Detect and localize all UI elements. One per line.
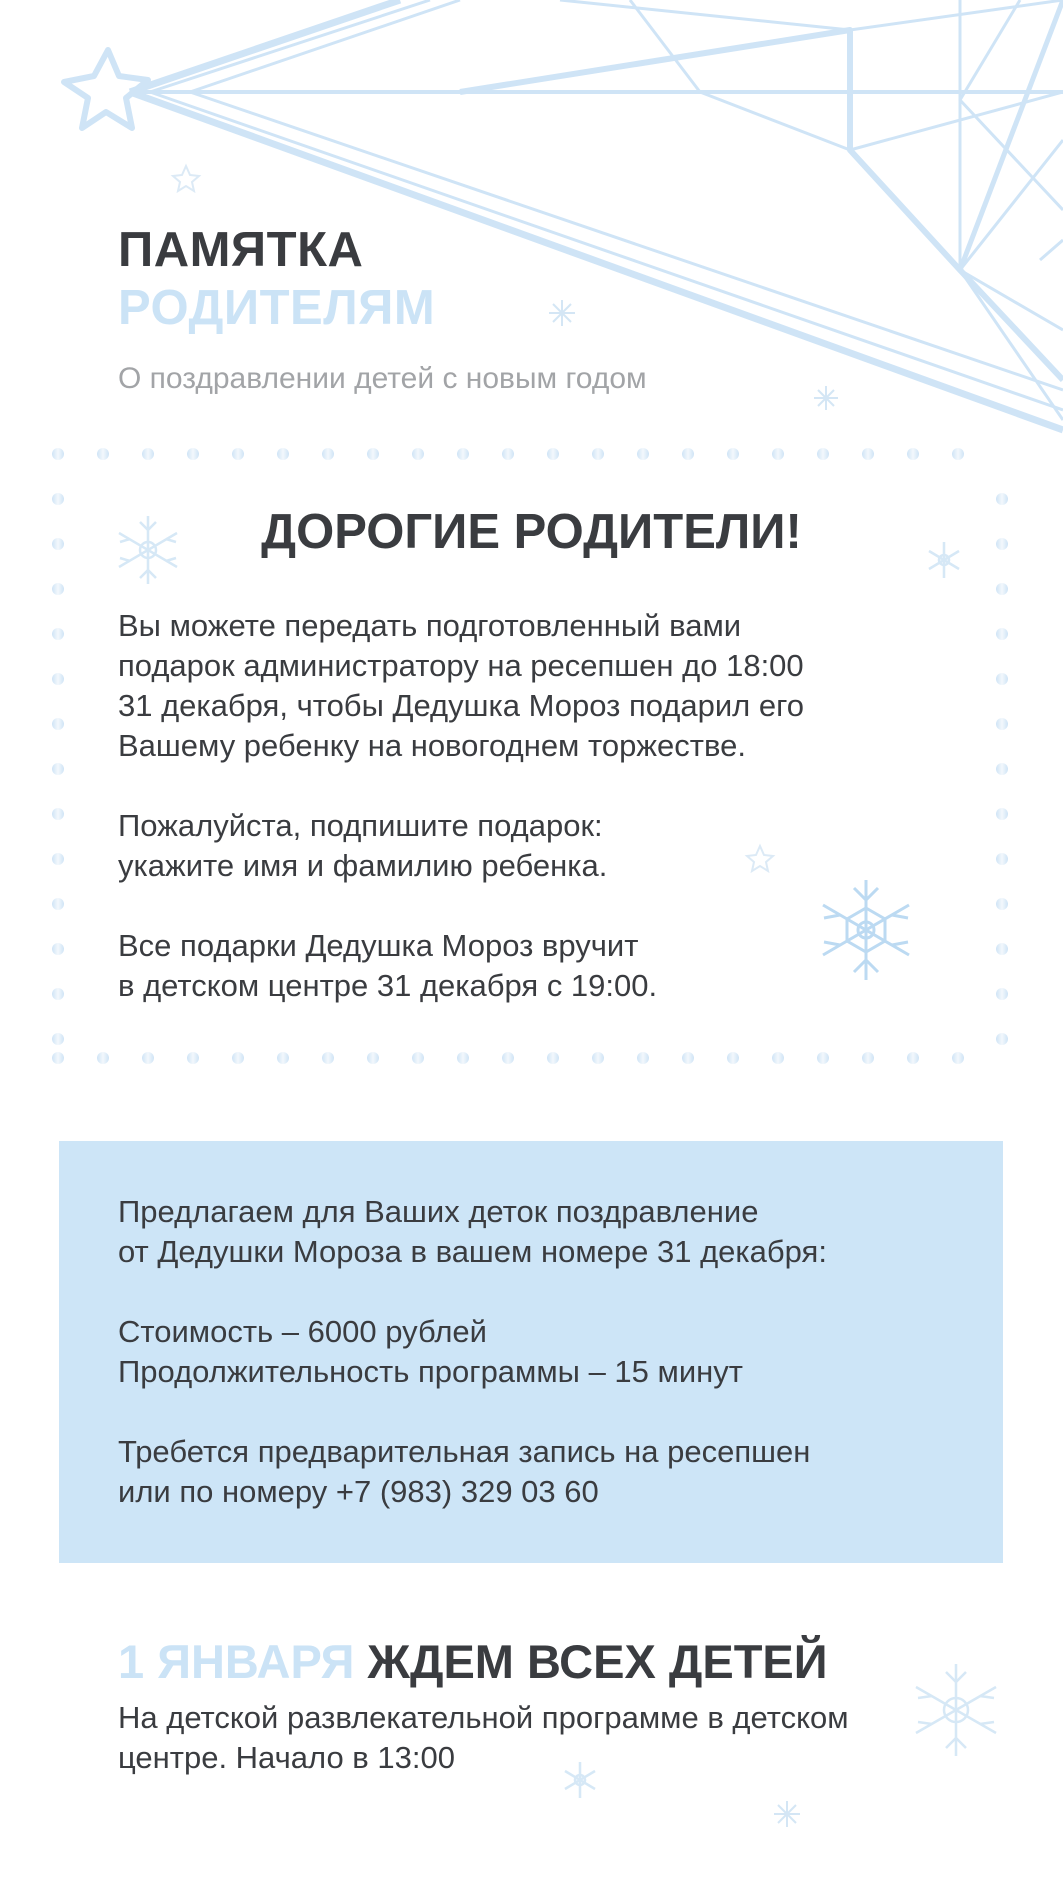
- card-paragraph-gift-dropoff: [118, 606, 958, 766]
- frame-dot: [996, 718, 1008, 730]
- frame-dot: [772, 448, 784, 460]
- text-line: Стоимость – 6000 рублей: [118, 1314, 487, 1349]
- frame-dot: [682, 1052, 694, 1064]
- frame-dot: [862, 1052, 874, 1064]
- frame-dot: [52, 1033, 64, 1045]
- offer-paragraph-intro: [118, 1192, 958, 1272]
- frame-dot: [232, 1052, 244, 1064]
- card-heading: ДОРОГИЕ РОДИТЕЛИ!: [261, 505, 802, 559]
- frame-dot: [322, 448, 334, 460]
- card-paragraph-sign-gift: [118, 806, 958, 886]
- frame-dot: [996, 943, 1008, 955]
- frame-dot: [682, 448, 694, 460]
- frame-dot: [277, 1052, 289, 1064]
- frame-dot: [996, 898, 1008, 910]
- text-line: Вы можете передать подготовленный вами: [118, 608, 742, 643]
- frame-dot: [52, 898, 64, 910]
- frame-dot: [592, 1052, 604, 1064]
- frame-dot: [52, 763, 64, 775]
- frame-dot: [142, 448, 154, 460]
- text-line: в детском центре 31 декабря с 19:00.: [118, 968, 658, 1003]
- text-line: Требется предварительная запись на ресепшен: [118, 1434, 811, 1469]
- text-line: или по номеру +7 (983) 329 03 60: [118, 1474, 599, 1509]
- january-heading: [118, 1634, 828, 1689]
- frame-dot: [457, 448, 469, 460]
- star-icon: [64, 50, 148, 128]
- frame-dot: [367, 1052, 379, 1064]
- page-title-accent: РОДИТЕЛЯМ: [118, 281, 436, 335]
- frame-dot: [772, 1052, 784, 1064]
- frame-dot: [907, 1052, 919, 1064]
- frame-dot: [996, 853, 1008, 865]
- frame-dot: [52, 673, 64, 685]
- frame-dot: [637, 448, 649, 460]
- frame-dot: [457, 1052, 469, 1064]
- frame-dot: [367, 448, 379, 460]
- frame-dot: [952, 448, 964, 460]
- frame-dot: [52, 448, 64, 460]
- frame-dot: [907, 448, 919, 460]
- frame-dot: [547, 1052, 559, 1064]
- frame-dot: [996, 988, 1008, 1000]
- frame-dot: [187, 448, 199, 460]
- frame-dot: [232, 448, 244, 460]
- frame-dot: [727, 448, 739, 460]
- text-line: центре. Начало в 13:00: [118, 1740, 455, 1775]
- text-line: Предлагаем для Ваших деток поздравление: [118, 1194, 759, 1229]
- text-line: от Дедушки Мороза в вашем номере 31 декабря:: [118, 1234, 827, 1269]
- text-line: 31 декабря, чтобы Дедушка Мороз подарил его: [118, 688, 804, 723]
- frame-dot: [187, 1052, 199, 1064]
- text-line: Вашему ребенку на новогоднем торжестве.: [118, 728, 746, 763]
- frame-dot: [52, 988, 64, 1000]
- frame-dot: [97, 448, 109, 460]
- frame-dot: [52, 628, 64, 640]
- frame-dot: [817, 1052, 829, 1064]
- text-line: подарок администратору на ресепшен до 18:00: [118, 648, 804, 683]
- frame-dot: [502, 1052, 514, 1064]
- frame-dot: [277, 448, 289, 460]
- frame-dot: [727, 1052, 739, 1064]
- frame-dot: [862, 448, 874, 460]
- frame-dot: [142, 1052, 154, 1064]
- card-paragraph-gift-time: [118, 926, 958, 1006]
- frame-dot: [52, 853, 64, 865]
- page-subtitle: О поздравлении детей с новым годом: [118, 362, 647, 395]
- frame-dot: [52, 1052, 64, 1064]
- frame-dot: [547, 448, 559, 460]
- frame-dot: [952, 1052, 964, 1064]
- offer-paragraph-price: [118, 1312, 958, 1392]
- frame-dot: [52, 943, 64, 955]
- text-line: укажите имя и фамилию ребенка.: [118, 848, 608, 883]
- text-line: На детской развлекательной программе в детском: [118, 1700, 849, 1735]
- text-line: Продолжительность программы – 15 минут: [118, 1354, 743, 1389]
- frame-dot: [412, 448, 424, 460]
- frame-dot: [996, 1033, 1008, 1045]
- january-body: [118, 1698, 958, 1778]
- frame-dot: [52, 808, 64, 820]
- frame-dot: [52, 583, 64, 595]
- frame-dot: [996, 763, 1008, 775]
- page-title: ПАМЯТКА: [118, 223, 364, 277]
- text-line: Пожалуйста, подпишите подарок:: [118, 808, 603, 843]
- frame-dot: [592, 448, 604, 460]
- january-date: 1 ЯНВАРЯ: [118, 1635, 355, 1688]
- frame-dot: [322, 1052, 334, 1064]
- frame-dot: [412, 1052, 424, 1064]
- frame-dot: [52, 718, 64, 730]
- frame-dot: [637, 1052, 649, 1064]
- frame-dot: [817, 448, 829, 460]
- frame-dot: [996, 583, 1008, 595]
- frame-dot: [996, 808, 1008, 820]
- january-headline: ЖДЕМ ВСЕХ ДЕТЕЙ: [367, 1635, 828, 1688]
- frame-dot: [97, 1052, 109, 1064]
- text-line: Все подарки Дедушка Мороз вручит: [118, 928, 639, 963]
- frame-dot: [996, 628, 1008, 640]
- frame-dot: [996, 673, 1008, 685]
- frame-dot: [502, 448, 514, 460]
- offer-paragraph-booking: [118, 1432, 958, 1512]
